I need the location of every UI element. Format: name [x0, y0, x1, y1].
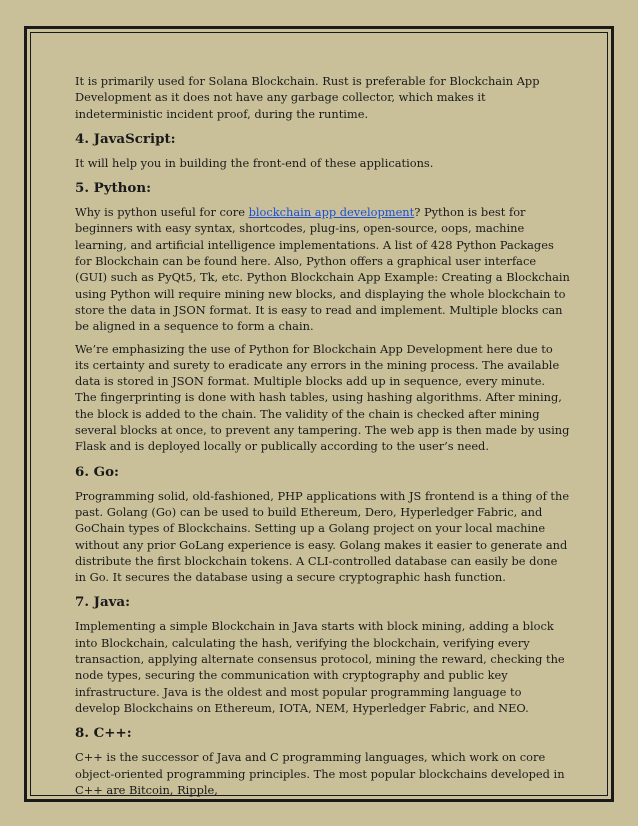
document-body: [75, 73, 570, 804]
heading-javascript: 4. JavaScript:: [75, 130, 176, 147]
heading-go: 6. Go:: [75, 463, 119, 480]
go-paragraph: Programming solid, old-fashioned, PHP applications with JS frontend is a thing of the past. Golang (Go) can be used to build Ethereum, Dero, Hyperledger Fabric, and GoChain types of Blockchains. Setting up a Golang project on your local machine without any prior GoLang experience is easy. Golang makes it easier to generate and distribute the first blockchain tokens. A CLI-controlled database can easily be done in Go. It secures the database using a secure cryptographic hash function.: [75, 488, 570, 585]
intro-paragraph: It is primarily used for Solana Blockchain. Rust is preferable for Blockchain App Development as it does not have any garbage collector, which makes it indeterministic incident proof, during the runtime.: [75, 74, 540, 121]
cpp-paragraph: C++ is the successor of Java and C programming languages, which work on core object-oriented programming principles. The most popular blockchains developed in C++ are Bitcoin, Ripple,: [75, 750, 565, 797]
heading-python: 5. Python:: [75, 180, 152, 197]
blockchain-app-development-link[interactable]: blockchain app development: [248, 205, 415, 220]
javascript-paragraph: It will help you in building the front-end of these applications.: [75, 155, 434, 170]
java-paragraph: Implementing a simple Blockchain in Java starts with block mining, adding a block into Blockchain, calculating the hash, verifying the blockchain, verifying every transaction, applying alternate consensus protocol, mining the reward, checking the node types, securing the communication with cryptography and public key infrastructure. Java is the oldest and most popular programming language to develop Blockchains on Ethereum, IOTA, NEM, Hyperledger Fabric, and NEO.: [75, 619, 565, 715]
python-text-before-link: Why is python useful for core: [75, 205, 249, 220]
python-paragraph-1: [75, 204, 570, 334]
python-text-after-link: ? Python is best for beginners with easy syntax, shortcodes, plug-ins, open-source, oops, machine learning, and artificial intelligence implementations. A list of 428 Python Packages for Blockchain can be found here. Also, Python offers a graphical user interface (GUI) such as PyQt5, Tk, etc. Python Blockchain App Example: Creating a Blockchain using Python will require mining new blocks, and displaying the whole blockchain to store the data in JSON format. It is easy to read and implement. Multiple blocks can be aligned in a sequence to form a chain.: [75, 205, 570, 334]
heading-cpp: 8. C++:: [75, 725, 132, 742]
python-paragraph-2: We’re emphasizing the use of Python for Blockchain App Development here due to its certainty and surety to eradicate any errors in the mining process. The available data is stored in JSON format. Multiple blocks add up in sequence, every minute. The fingerprinting is done with hash tables, using hashing algorithms. After mining, the block is added to the chain. The validity of the chain is checked after mining several blocks at once, to prevent any tampering. The web app is then made by using Flask and is deployed locally or publically according to the user’s need.: [75, 341, 570, 454]
heading-java: 7. Java:: [75, 594, 131, 611]
